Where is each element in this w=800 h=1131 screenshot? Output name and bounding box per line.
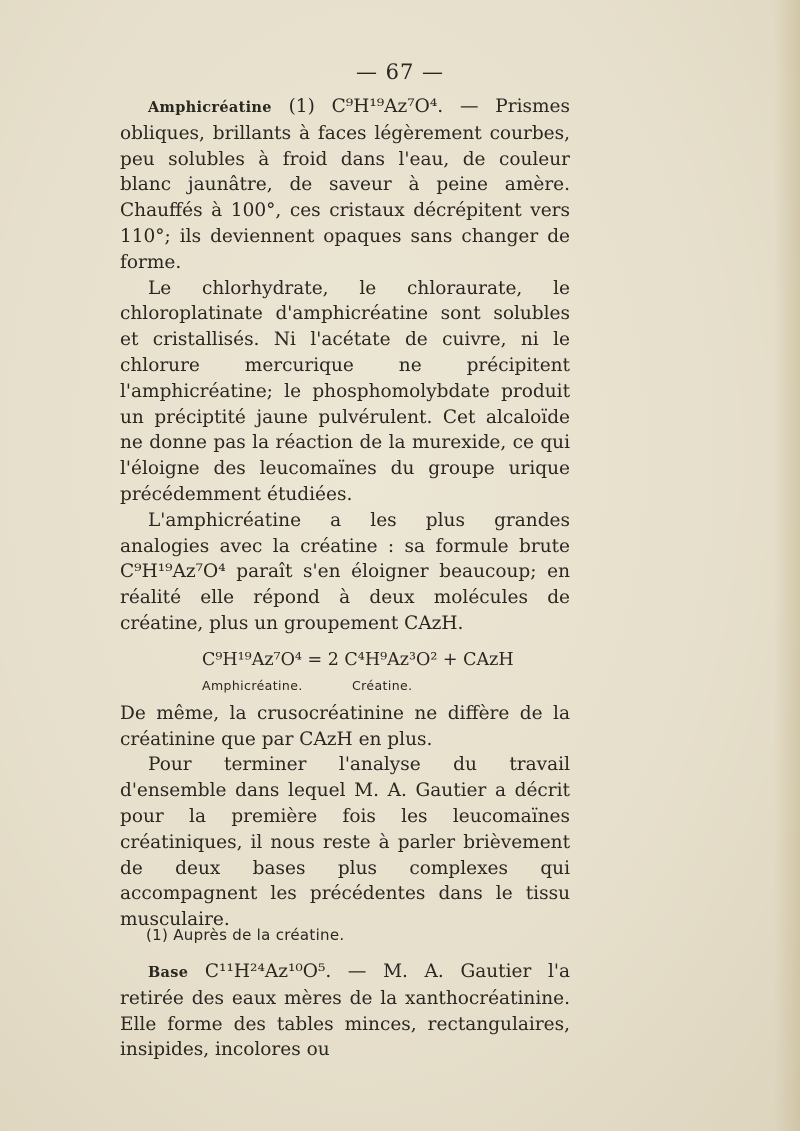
footnote: (1) Auprès de la créatine. — [146, 926, 345, 944]
equation-labels — [120, 671, 570, 691]
label-creatine: Créatine. — [352, 677, 413, 693]
page-edge — [774, 0, 800, 1131]
paragraph-analogies: L'amphicréatine a les plus grandes analogies avec la créatine : sa formule brute C⁹H¹⁹Az⁷O⁴ paraît s'en éloigner beaucoup; en réalité elle répond à deux molécules de créatine, plus un groupement CAzH. — [120, 509, 570, 634]
paragraph-amphicreatine-text: — Prismes obliques, brillants à faces légèrement courbes, peu solubles à froid dans l'eau, de couleur blanc jaunâtre, de saveur à peine amère. Chauffés à 100°, ces cristaux décrépitent vers 110°; ils deviennent opaques sans changer de forme. — [120, 96, 570, 273]
paragraph-base — [120, 959, 570, 1063]
paragraph-base-text: — M. A. Gautier l'a retirée des eaux mères de la xanthocréatinine. Elle forme des tables minces, rectangulaires, insipides, incolores ou — [120, 960, 570, 1061]
formula-base: C¹¹H²⁴Az¹⁰O⁵. — [204, 960, 332, 982]
body-text — [120, 94, 570, 1063]
paragraph-analysis: Pour terminer l'analyse du travail d'ensemble dans lequel M. A. Gautier a décrit pour la première fois les leucomaïnes créatiniques, il nous reste à parler brièvement de deux bases plus complexes qui accompagnent les précédentes dans le tissu musculaire. — [120, 754, 570, 931]
paragraph-amphicreatine — [120, 94, 570, 276]
term-base: Base — [148, 963, 189, 981]
paragraph-salts: Le chlorhydrate, le chloraurate, le chloroplatinate d'amphicréatine sont solubles et cristallisés. Ni l'acétate de cuivre, ni le chlorure mercurique ne précipitent l'amphicréatine; le phosphomolybdate produit un préciptité jaune pulvérulent. Cet alcaloïde ne donne pas la réaction de la murexide, ce qui l'éloigne des leucomaïnes du groupe urique précédemment étudiées. — [120, 277, 570, 505]
equation-formula: C⁹H¹⁹Az⁷O⁴ = 2 C⁴H⁹Az³O² + CAzH — [202, 649, 514, 670]
paragraph-crusocreatinine: De même, la crusocréatinine ne diffère de la créatinine que par CAzH en plus. — [120, 702, 570, 750]
page-number: — 67 — — [355, 60, 445, 84]
term-amphicreatine: Amphicréatine — [148, 99, 272, 116]
label-amphicreatine: Amphicréatine. — [202, 677, 303, 693]
footnote-ref: (1) — [288, 96, 315, 117]
equation-block — [120, 649, 570, 691]
formula-amphicreatine: C⁹H¹⁹Az⁷O⁴. — [331, 96, 444, 117]
